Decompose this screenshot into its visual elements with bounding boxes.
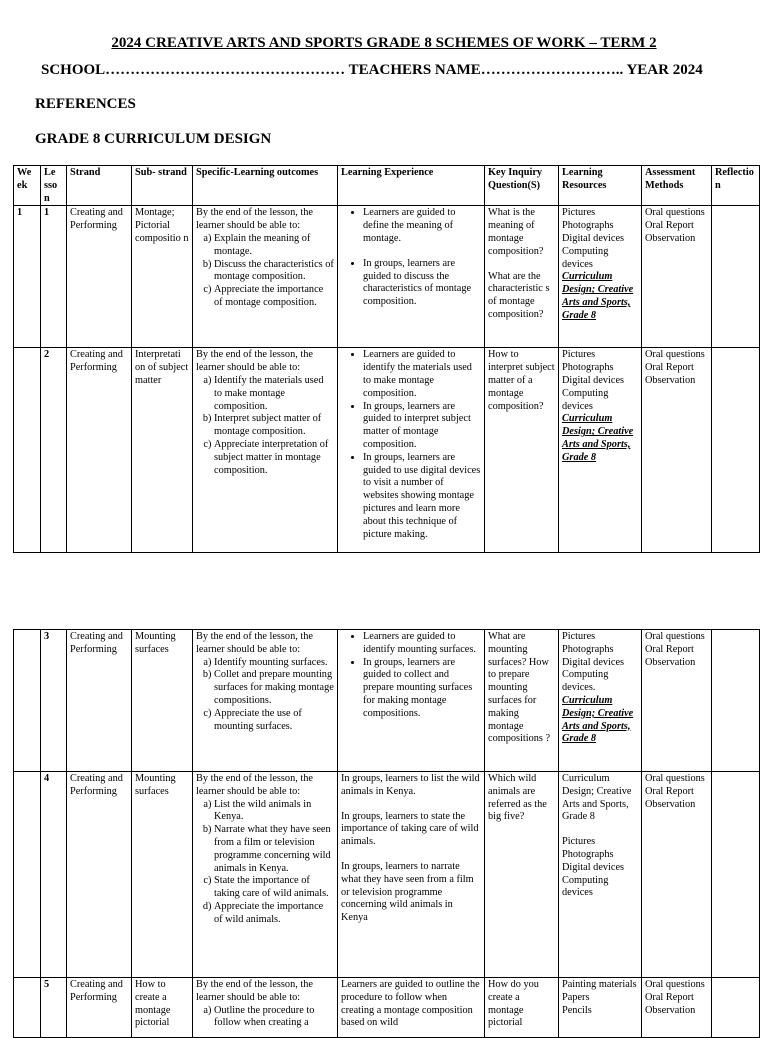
lesson-cell: 2 [41,348,67,553]
assessment-item: Oral Report [645,785,694,797]
table-row [14,772,760,978]
resource-item: Computing devices [562,245,609,270]
outcome-item: b. Narrate what they have seen from a film or television programme concerning wild animals in Kenya. [214,824,334,875]
outcome-item: a. Outline the procedure to follow when creating a [214,1005,334,1031]
header-resources: Learning Resources [559,166,642,206]
strand-cell: Creating and Performing [67,630,132,772]
table-row [14,206,760,348]
strand-cell: Creating and Performing [67,206,132,348]
assessment-cell [642,978,712,1038]
resource-reference: Curriculum Design; Creative Arts and Sports, Grade 8 [562,413,634,463]
outcome-item: c. Appreciate interpretation of subject matter in montage composition. [214,439,334,477]
header-reflection: Reflectio n [712,166,760,206]
outcome-item: a. Explain the meaning of montage. [214,233,334,259]
header-assessment: Assessment Methods [642,166,712,206]
experience-cell [338,348,485,553]
assessment-cell [642,772,712,978]
header-experience: Learning Experience [338,166,485,206]
lesson-cell: 1 [41,206,67,348]
header-inquiry: Key Inquiry Question(S) [485,166,559,206]
assessment-item: Oral questions [645,207,705,219]
outcomes-cell [193,348,338,553]
resource-item: Photographs [562,362,614,374]
inquiry-cell [485,206,559,348]
outcome-intro: By the end of the lesson, the learner should be able to: [196,979,313,1003]
resource-reference: Curriculum Design; Creative Arts and Sports, Grade 8 [562,271,634,321]
outcome-item: b. Interpret subject matter of montage composition. [214,413,334,439]
experience-paragraph: In groups, learners to state the importance of taking care of wild animals. [341,810,479,848]
assessment-item: Oral questions [645,979,705,990]
header-strand: Strand [67,166,132,206]
header-outcomes: Specific-Learning outcomes [193,166,338,206]
experience-cell [338,206,485,348]
lesson-cell: 5 [41,978,67,1038]
outcome-item: a. Identify mounting surfaces. [214,657,334,670]
outcomes-cell [193,630,338,772]
scheme-table-2 [13,629,760,1038]
resource-reference: Curriculum Design; Creative Arts and Sports, Grade 8 [562,694,634,745]
experience-list [341,349,481,541]
outcome-list [196,1005,334,1031]
resource-item: Computing devices. [562,669,609,694]
reflection-cell [712,630,760,772]
document-title: 2024 CREATIVE ARTS AND SPORTS GRADE 8 SCHEMES OF WORK – TERM 2 [111,35,657,51]
outcome-item: a. Identify the materials used to make montage composition. [214,375,334,413]
outcome-intro: By the end of the lesson, the learner should be able to: [196,207,313,232]
reflection-cell [712,978,760,1038]
week-cell [14,348,41,553]
resource-item: Painting materials [562,979,637,990]
substrand-cell: Interpretati on of subject matter [132,348,193,553]
outcome-list [196,375,334,477]
inquiry-question: What is the meaning of montage composition? [488,207,544,257]
resource-item: Papers [562,991,590,1003]
resources-cell [559,348,642,553]
references-heading: REFERENCES [35,96,136,112]
table-row [14,348,760,553]
strand-cell: Creating and Performing [67,978,132,1038]
outcomes-cell [193,772,338,978]
experience-item: • In groups, learners are guided to use digital devices to visit a number of websites showing montage pictures and learn more about this technique of picture making. [363,452,481,542]
resource-item: Pictures [562,207,596,219]
assessment-item: Observation [645,374,696,386]
experience-cell [338,630,485,772]
outcome-intro: By the end of the lesson, the learner should be able to: [196,773,313,797]
assessment-item: Oral Report [645,991,694,1003]
resource-item: Photographs [562,220,614,232]
outcome-item: b. Discuss the characteristics of montage composition. [214,259,334,285]
experience-item: • In groups, learners are guided to collect and prepare mounting surfaces for making montage compositions. [363,657,481,721]
scheme-table-1 [13,165,760,553]
week-cell [14,978,41,1038]
outcomes-cell [193,206,338,348]
school-line: SCHOOL………………………………………… TEACHERS NAME……………………….. YEAR 2024 [41,62,703,78]
lesson-cell: 3 [41,630,67,772]
outcomes-cell [193,978,338,1038]
experience-paragraph: In groups, learners to narrate what they have seen from a film or television programme concerning wild animals in Kenya [341,860,474,924]
strand-cell: Creating and Performing [67,772,132,978]
header-substrand: Sub- strand [132,166,193,206]
week-cell [14,772,41,978]
experience-item: • In groups, learners are guided to discuss the characteristics of montage composition. [363,258,481,309]
substrand-cell: How to create a montage pictorial [132,978,193,1038]
assessment-cell [642,630,712,772]
outcome-list [196,233,334,310]
resource-item: Digital devices [562,656,625,668]
inquiry-cell [485,772,559,978]
outcome-intro: By the end of the lesson, the learner should be able to: [196,349,313,374]
resources-cell [559,978,642,1038]
experience-list [341,631,481,721]
table-row [14,978,760,1038]
assessment-item: Oral questions [645,631,705,642]
resources-cell [559,772,642,978]
strand-cell: Creating and Performing [67,348,132,553]
resource-item: Pictures [562,631,596,642]
substrand-cell: Montage; Pictorial compositio n [132,206,193,348]
outcome-list [196,657,334,734]
resource-item: Digital devices [562,374,625,386]
lesson-cell: 4 [41,772,67,978]
resource-item: Pictures [562,349,596,361]
outcome-item: c. Appreciate the use of mounting surfaces. [214,708,334,734]
assessment-item: Oral questions [645,773,705,784]
outcome-item: c. Appreciate the importance of montage composition. [214,284,334,310]
inquiry-question: How to interpret subject matter of a montage composition? [488,349,555,412]
assessment-item: Oral Report [645,362,694,374]
assessment-item: Observation [645,798,696,810]
outcome-item: d. Appreciate the importance of wild animals. [214,901,334,927]
experience-item: • Learners are guided to identify the materials used to make montage composition. [363,349,481,400]
experience-cell [338,978,485,1038]
experience-list [341,207,481,309]
header-week: We ek [14,166,41,206]
inquiry-question: How do you create a montage pictorial [488,979,539,1029]
substrand-cell: Mounting surfaces [132,630,193,772]
outcome-intro: By the end of the lesson, the learner should be able to: [196,631,313,655]
assessment-item: Observation [645,232,696,244]
assessment-item: Oral Report [645,220,694,232]
assessment-cell [642,206,712,348]
reflection-cell [712,772,760,978]
outcome-list [196,799,334,927]
experience-paragraph: In groups, learners to list the wild animals in Kenya. [341,773,480,797]
assessment-item: Observation [645,1004,696,1016]
week-cell [14,630,41,772]
outcome-item: b. Collet and prepare mounting surfaces for making montage compositions. [214,669,334,707]
week-cell: 1 [14,206,41,348]
experience-item: • Learners are guided to identify mounting surfaces. [363,631,481,657]
resource-item: Digital devices [562,232,625,244]
assessment-item: Oral Report [645,643,694,655]
inquiry-question: Which wild animals are referred as the big five? [488,773,547,823]
inquiry-question: What are the characteristic s of montage composition? [488,270,550,320]
experience-paragraph: Learners are guided to outline the procedure to follow when creating a montage composition based on wild [341,979,480,1029]
resource-item: Computing devices [562,387,609,412]
inquiry-cell [485,630,559,772]
resource-paragraph: Pictures Photographs Digital devices Computing devices [562,836,625,899]
assessment-cell [642,348,712,553]
table-header-row [14,166,760,206]
inquiry-question: What are mounting surfaces? How to prepare mounting surfaces for making montage compositions ? [488,631,551,745]
assessment-item: Oral questions [645,349,705,361]
reflection-cell [712,206,760,348]
outcome-item: a. List the wild animals in Kenya. [214,799,334,825]
substrand-cell: Mounting surfaces [132,772,193,978]
table-row [14,630,760,772]
assessment-item: Observation [645,656,696,668]
outcome-item: c. State the importance of taking care of wild animals. [214,875,334,901]
experience-item: • In groups, learners are guided to interpret subject matter of montage composition. [363,401,481,452]
curriculum-heading: GRADE 8 CURRICULUM DESIGN [35,131,272,147]
resource-reference: Curriculum Design; Creative Arts and Sports, Grade 8 [562,773,632,823]
resources-cell [559,630,642,772]
resource-item: Photographs [562,643,614,655]
header-lesson: Le sso n [41,166,67,206]
resource-item: Pencils [562,1004,592,1016]
reflection-cell [712,348,760,553]
inquiry-cell [485,978,559,1038]
experience-cell [338,772,485,978]
resources-cell [559,206,642,348]
inquiry-cell [485,348,559,553]
experience-item: • Learners are guided to define the meaning of montage. [363,207,481,245]
